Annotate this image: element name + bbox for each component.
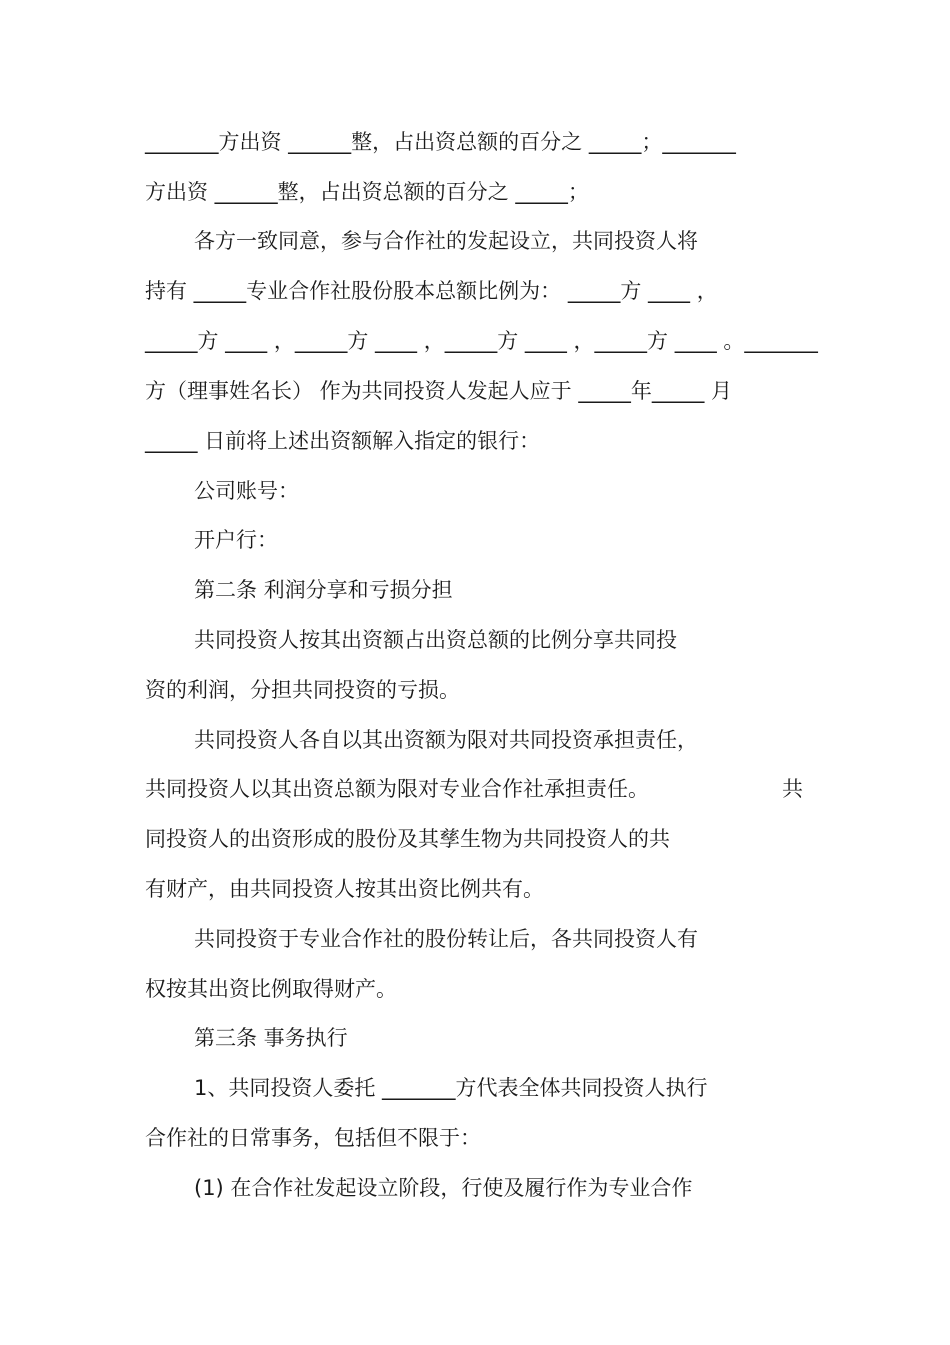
contract-line-16: 有财产，由共同投资人按其出资比例共有。 — [145, 877, 544, 901]
contract-line-13: 共同投资人各自以其出资额为限对共同投资承担责任， — [194, 728, 698, 752]
contract-line-22: (1) 在合作社发起设立阶段，行使及履行作为专业合作 — [194, 1176, 693, 1200]
contract-line-14: 共同投资人以其出资总额为限对专业合作社承担责任。 — [145, 777, 649, 801]
contract-line-1: _______方出资 ______整，占出资总额的百分之 _____；_______ — [145, 130, 736, 154]
article-2-heading: 第二条 利润分享和亏损分担 — [194, 578, 453, 602]
contract-line-21: 合作社的日常事务，包括但不限于： — [145, 1126, 481, 1150]
contract-line-11: 共同投资人按其出资额占出资总额的比例分享共同投 — [194, 628, 677, 652]
account-number-label: 公司账号： — [194, 479, 299, 503]
contract-line-3: 各方一致同意，参与合作社的发起设立，共同投资人将 — [194, 229, 698, 253]
bank-label: 开户行： — [194, 528, 278, 552]
contract-line-17: 共同投资于专业合作社的股份转让后，各共同投资人有 — [194, 927, 698, 951]
contract-line-5: _____方 ____ ，_____方 ____ ，_____方 ____ ，_____方 ____ 。_______ — [145, 329, 818, 353]
contract-line-14-tail: 共 — [782, 777, 803, 801]
article-3-heading: 第三条 事务执行 — [194, 1026, 348, 1050]
contract-line-7: _____ 日前将上述出资额解入指定的银行： — [145, 429, 541, 453]
contract-line-6: 方（理事姓名长） 作为共同投资人发起人应于 _____年_____ 月 — [145, 379, 733, 403]
contract-line-15: 同投资人的出资形成的股份及其孳生物为共同投资人的共 — [145, 827, 670, 851]
contract-line-4: 持有 _____专业合作社股份股本总额比例为： _____方 ____ ， — [145, 279, 718, 303]
contract-line-2: 方出资 ______整，占出资总额的百分之 _____； — [145, 180, 589, 204]
contract-line-18: 权按其出资比例取得财产。 — [145, 977, 397, 1001]
contract-line-12: 资的利润，分担共同投资的亏损。 — [145, 678, 460, 702]
contract-line-20: 1、共同投资人委托 _______方代表全体共同投资人执行 — [194, 1076, 708, 1100]
